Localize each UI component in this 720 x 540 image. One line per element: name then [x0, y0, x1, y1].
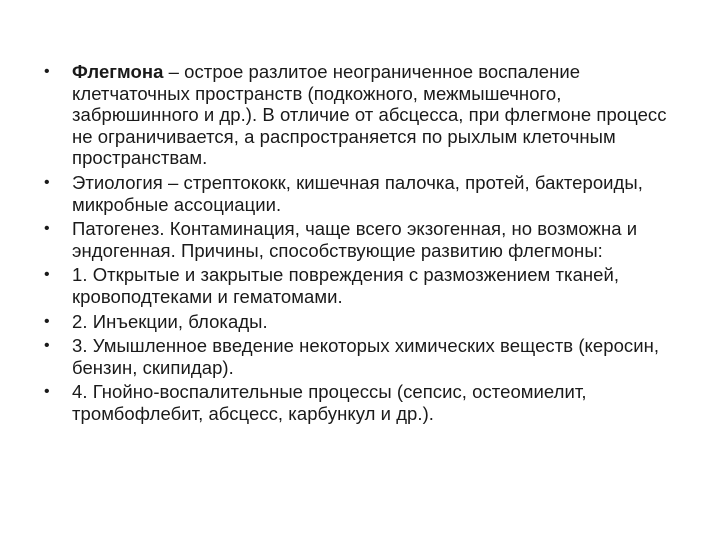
bullet-icon: •: [44, 173, 50, 191]
term-phlegmon: Флегмона: [72, 61, 164, 82]
bullet-icon: •: [44, 63, 50, 80]
pathogenesis-text: Патогенез. Контаминация, чаще всего экзогенная, но возможна и эндогенная. Причины, способствующие развитию флегмоны:: [72, 218, 638, 261]
list-item-cause-1: [44, 264, 684, 307]
cause-4-text: 4. Гнойно-воспалительные процессы (сепсис, остеомиелит, тромбофлебит, абсцесс, карбункул и др.).: [72, 381, 587, 424]
list-item-pathogenesis: [44, 218, 684, 261]
list-item-definition: [44, 61, 684, 169]
cause-2-text: 2. Инъекции, блокады.: [72, 310, 268, 332]
bullet-icon: •: [44, 266, 50, 284]
list-item-cause-2: [44, 311, 684, 333]
bullet-icon: •: [44, 383, 50, 401]
list-item-cause-4: [44, 381, 684, 424]
cause-3-text: 3. Умышленное введение некоторых химических веществ (керосин, бензин, скипидар).: [72, 335, 660, 378]
bullet-icon: •: [44, 337, 50, 355]
bullet-icon: •: [44, 312, 50, 330]
list-item-etiology: [44, 172, 684, 215]
list-item-cause-3: [44, 335, 684, 378]
definition-text: – острое разлитое неограниченное воспаление клетчаточных пространств (подкожного, межмышечного, забрюшинного и др.). В отличие от абсцесса, при флегмоне процесс не ограничивается, а распространяется по рыхлым клеточным пространствам.: [72, 61, 667, 169]
etiology-text: Этиология – стрептококк, кишечная палочка, протей, бактероиды, микробные ассоциации.: [72, 171, 643, 215]
cause-1-text: 1. Открытые и закрытые повреждения с размозжением тканей, кровоподтеками и гематомами.: [72, 264, 620, 307]
bullet-icon: •: [44, 220, 50, 238]
bullet-list: [44, 61, 684, 428]
